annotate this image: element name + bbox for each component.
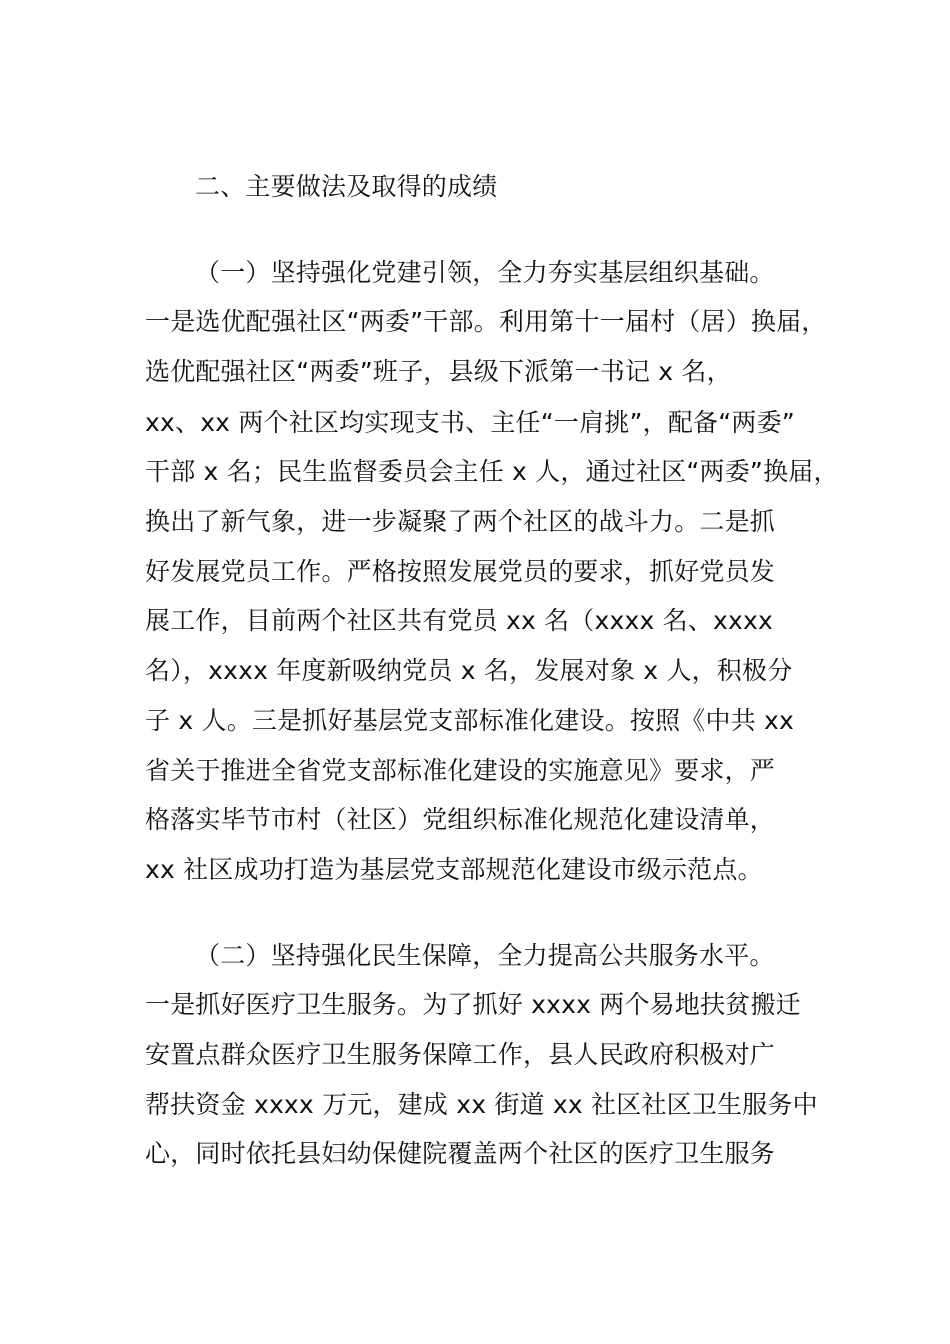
- section1-line: 名），xxxx 年度新吸纳党员 x 名，发展对象 x 人，积极分: [145, 656, 793, 685]
- section1-line: 格落实毕节市村（社区）党组织标准化规范化建设清单，: [145, 805, 776, 834]
- section2-line: 心，同时依托县妇幼保健院覆盖两个社区的医疗卫生服务: [145, 1139, 776, 1168]
- section1-line: 子 x 人。三是抓好基层党支部标准化建设。按照《中共 xx: [145, 706, 795, 735]
- section1-line: 换出了新气象，进一步凝聚了两个社区的战斗力。二是抓: [145, 507, 776, 536]
- section1-line: 干部 x 名；民生监督委员会主任 x 人，通过社区“两委”换届，: [145, 457, 839, 486]
- section1-title: （一）坚持强化党建引领，全力夯实基层组织基础。: [195, 258, 775, 287]
- section1-line: 展工作，目前两个社区共有党员 xx 名（xxxx 名、xxxx: [145, 606, 773, 635]
- section2-line: 一是抓好医疗卫生服务。为了抓好 xxxx 两个易地扶贫搬迁: [145, 990, 801, 1019]
- section1-line: 一是选优配强社区“两委”干部。利用第十一届村（居）换届，: [145, 307, 827, 336]
- section2-line: 帮扶资金 xxxx 万元，建成 xx 街道 xx 社区社区卫生服务中: [145, 1090, 818, 1119]
- section2-title: （二）坚持强化民生保障，全力提高公共服务水平。: [195, 941, 775, 970]
- section1-line: xx、xx 两个社区均实现支书、主任“一肩挑”，配备“两委”: [145, 408, 795, 437]
- section2-line: 安置点群众医疗卫生服务保障工作，县人民政府积极对广: [145, 1040, 776, 1069]
- section-heading: 二、主要做法及取得的成绩: [195, 172, 498, 201]
- section1-line: xx 社区成功打造为基层党支部规范化建设市级示范点。: [145, 855, 763, 884]
- section1-line: 省关于推进全省党支部标准化建设的实施意见》要求，严: [145, 756, 776, 785]
- section1-line: 好发展党员工作。严格按照发展党员的要求，抓好党员发: [145, 557, 776, 586]
- section1-line: 选优配强社区“两委”班子，县级下派第一书记 x 名，: [145, 357, 732, 386]
